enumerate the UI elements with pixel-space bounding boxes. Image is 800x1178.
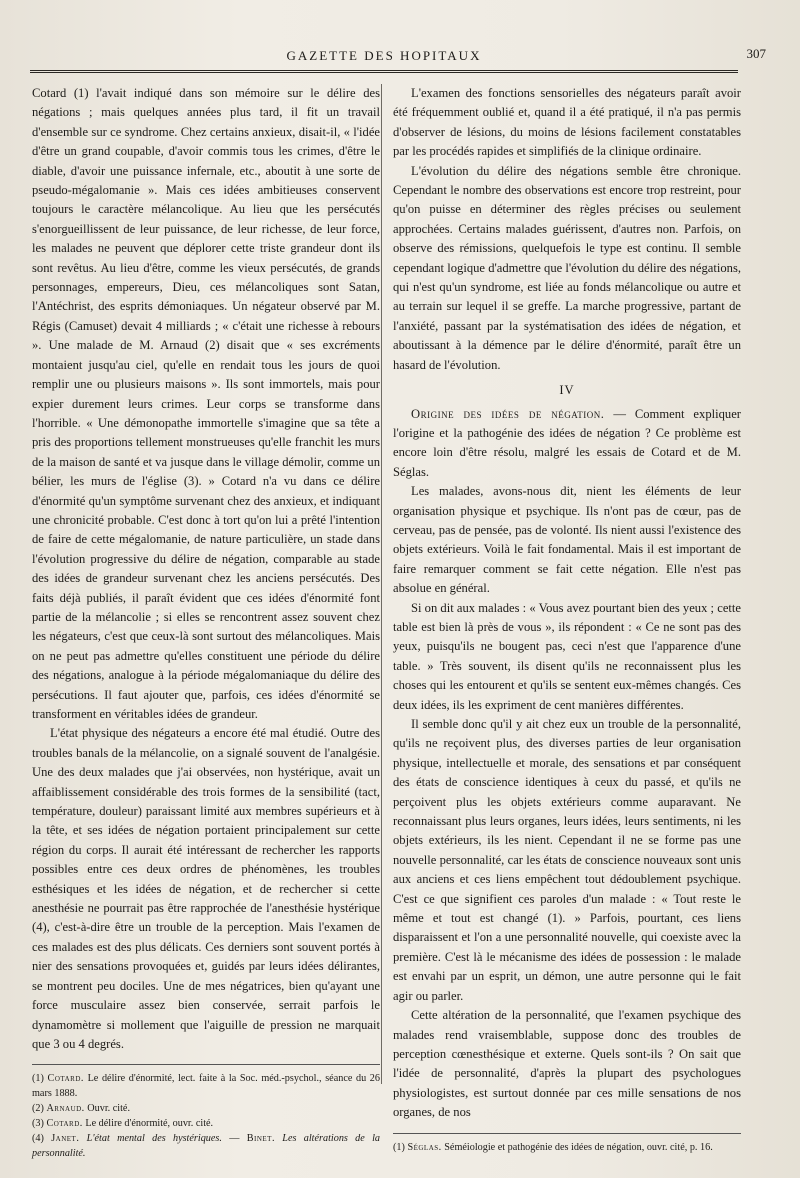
footnote-text: Séméiologie et pathogénie des idées de négation, ouvr. cité, p. 16. [444, 1141, 713, 1153]
section-heading: IV [559, 383, 575, 398]
footnote-author: Arnaud. [46, 1103, 85, 1115]
paragraph-text: — Comment expliquer l'origine et la pathogénie des idées de négation ? Ce problème est encore loin d'être résolu, malgré les essais de Cotard et de M. Séglas. [393, 406, 741, 479]
footnote-left-4 [32, 1131, 380, 1161]
footnote-dash: — [229, 1133, 240, 1145]
running-title: GAZETTE DES HOPITAUX [286, 48, 482, 63]
header-double-rule [30, 70, 738, 73]
column-separator [381, 84, 382, 1084]
left-paragraph-1: Cotard (1) l'avait indiqué dans son mémoire sur le délire des négations ; mais quelques années plus tard, il fit un travail d'ensemble sur ce syndrome. Chez certains anxieux, disait-il, « l'idée d'être un grand coupable, d'avoir commis tous les crimes, d'être le diable, d'avoir une puissance infernale, etc., aboutit à une sorte de pseudo-mégalomanie ». Mais ces idées ambitieuses conservent toujours le caractère mélancolique. Au lieu que les persécutés s'enorgueillissent de leur puissance, de leur richesse, de leur force, les malades ne peuvent que déplorer cette triste grandeur dont ils sont revêtus. Au lieu d'être, comme les vieux persécutés, de grands personnages, empereurs, Dieu, ces mélancoliques sont Satan, l'Antéchrist, des esprits démoniaques. Un négateur observé par M. Régis (Camuset) devait 4 milliards ; « c'était une richesse à rebours ». Une malade de M. Arnaud (2) disait que « ses excréments montaient jusqu'au ciel, qu'elle en rendait tous les jours de quoi remplir une ou plusieurs maisons ». Ils sont immortels, mais pour expier durement leurs crimes. Leur corps se transforme dans l'horrible. « Une démonopathe immortelle s'imagine que sa tête a pris des proportions tellement monstrueuses qu'elle franchit les murs de la maison de santé et va jusque dans le village démolir, comme un bélier, les murs de l'église (3). » Cotard n'a vu dans ce délire d'énormité qu'un symptôme survenant chez des anxieux, et indiquant une chronicité probable. C'est donc à tort qu'on lui a prêté l'intention de faire de cette mégalomanie, de nature particulière, un stade dans l'évolution progressive du délire de négation, comparable au stade des idées de grandeur survenant chez les anciens persécutés. Des faits déjà publiés, il paraît évident que ces idées d'énormité font partie de la mélancolie ; si elles se rencontrent assez souvent chez les négateurs, c'est que ceux-là sont surtout des mélancoliques. Mais on ne peut pas admettre qu'elles constituent une période du délire des négations, analogue à la période mégalomaniaque du délire des persécutions. Il faut ajouter que, parfois, ces idées d'énormité se transforment en véritables idées de grandeur. [32, 86, 380, 721]
footnote-rule-right [393, 1133, 741, 1134]
footnote-text: Le délire d'énormité, ouvr. cité. [85, 1118, 214, 1130]
footnote-mark: (1) [32, 1073, 44, 1085]
left-paragraph-2: L'état physique des négateurs a encore été mal étudié. Outre des troubles banals de la mélancolie, on a signalé souvent de l'analgésie. Une des deux malades que j'ai observées, non hystérique, avait un affaiblissement considérable des trois formes de la sensibilité (tact, température, douleur) paraissant limité aux membres supérieurs et à la tête, et ses idées de négation portaient principalement sur cette région du corps. Il aurait été intéressant de rechercher les rapports possibles entre ces deux ordres de phénomènes, les troubles esthésiques et les idées de négation, et de rechercher si cette anesthésie ne pourrait pas être rapprochée de l'anesthésie hystérique (4), c'est-à-dire être un trouble de la perception. Mais l'examen de ces malades est des plus délicats. Ces derniers sont souvent portés à nier des sensations provoquées et, guidés par leurs idées délirantes, se montrent peu dociles. Une de mes négatrices, bien qu'ayant une force musculaire assez bien conservée, serrait parfois le dynamomètre si mollement que l'aiguille de pression ne marquait que 3 ou 4 degrés. [32, 726, 380, 1051]
footnote-mark: (4) [32, 1133, 44, 1145]
footnote-title: Les altérations de la personnalité. [32, 1133, 381, 1160]
footnote-left-1 [32, 1071, 380, 1101]
footnote-author: Janet. [51, 1133, 80, 1145]
footnote-mark: (2) [32, 1103, 44, 1115]
footnote-left-3 [32, 1116, 380, 1131]
right-paragraph-3 [393, 405, 741, 483]
page-header [30, 46, 766, 68]
footnote-author: Séglas. [407, 1141, 442, 1153]
right-column [393, 84, 741, 1155]
right-paragraph-2: L'évolution du délire des négations semble être chronique. Cependant le nombre des observations est encore trop restreint, pour qu'on puisse en déterminer des règles précises ou seulement approchées. Certains malades guérissent, d'autres non. Parfois, on observe des rémissions, quelquefois le type est continu. Il semble cependant logique d'admettre que l'évolution du délire des négations, qui n'est qu'un syndrome, est liée au fonds mélancolique ou autre et au terrain sur lequel il se greffe. La marche progressive, partant de l'anxiété, passant par la systématisation des idées de négation, et aboutissant à la démence par le délire d'énormité, paraît être un hasard de l'évolution. [393, 163, 741, 372]
footnote-author: Cotard. [46, 1118, 83, 1130]
section-subtitle: Origine des idées de négation. [411, 406, 605, 421]
right-paragraph-4: Les malades, avons-nous dit, nient les éléments de leur organisation physique et psychique. Ils n'ont pas de cœur, pas de cerveau, pas de pensée, pas de volonté. Ils nient aussi l'existence des objets extérieurs. Voilà le fait fondamental. Mais il est important de faire remarquer comment se fait cette négation. Elle n'est pas absolue en général. [393, 484, 741, 596]
right-paragraph-7: Cette altération de la personnalité, que l'examen psychique des malades rend vraisemblable, suppose donc des troubles de perception cœnesthésique et externe. Quels sont-ils ? On sait que l'idée de personnalité, d'après la plupart des psychologues physiologistes, est surtout donnée par ces mille sensations de nos organes, de nos [393, 1008, 741, 1120]
page-number: 307 [746, 46, 766, 61]
footnote-right-1 [393, 1140, 741, 1155]
left-column [32, 84, 380, 1161]
footnote-author: Cotard. [47, 1073, 84, 1085]
footnote-text: Ouvr. cité. [87, 1103, 131, 1115]
footnote-author: Binet. [246, 1133, 275, 1145]
footnote-mark: (1) [393, 1141, 405, 1153]
footnote-title: L'état mental des hystériques. [86, 1133, 222, 1145]
right-paragraph-5: Si on dit aux malades : « Vous avez pourtant bien des yeux ; cette table est bien là près de vous », ils répondent : « Ce ne sont pas des yeux, puisqu'ils ne bougent pas, ceci n'est que l'apparence d'une table. » Très souvent, ils disent qu'ils ne reconnaissent plus les choses qui les entourent et qu'ils se sentent eux-mêmes changés. Ces deux idées, ils les expriment de cent manières différentes. [393, 600, 741, 712]
right-paragraph-1: L'examen des fonctions sensorielles des négateurs paraît avoir été fréquemment oublié et, quand il a été pratiqué, il n'a pas permis d'observer de lésions, du moins de lésions facilement constatables par les procédés rapides et simplifiés de la clinique ordinaire. [393, 86, 741, 159]
footnote-mark: (3) [32, 1118, 44, 1130]
footnote-left-2 [32, 1101, 380, 1116]
footnote-rule-left [32, 1064, 380, 1065]
footnote-text: Le délire d'énormité, lect. faite à la Soc. méd.-psychol., séance du 26 mars 1888. [32, 1073, 380, 1100]
right-paragraph-6: Il semble donc qu'il y ait chez eux un trouble de la personnalité, qu'ils ne reçoivent plus, des diverses parties de leur organisation physique, intellectuelle et morale, des sensations et par conséquent des états de conscience identiques à ceux du passé, et qu'ils ne perçoivent plus les objets extérieurs comme auparavant. Ne reconnaissant plus leurs organes, leurs idées, leurs sentiments, ni les objets extérieurs, ils les nient. Cependant il ne se forme pas une nouvelle personnalité, car les états de conscience nouveaux sont unis aux anciens et ces liens empêchent tout dédoublement psychique. C'est ce que signifient ces paroles d'un malade : « Tout reste le même et tout est changé (1). » Parfois, pourtant, ces liens disparaissent et l'on a une personnalité nouvelle, qui coexiste avec la première. C'est là le mécanisme des idées de possession : le malade est envahi par un esprit, un démon, une autre personne qui le fait agir ou parler. [393, 717, 741, 1003]
